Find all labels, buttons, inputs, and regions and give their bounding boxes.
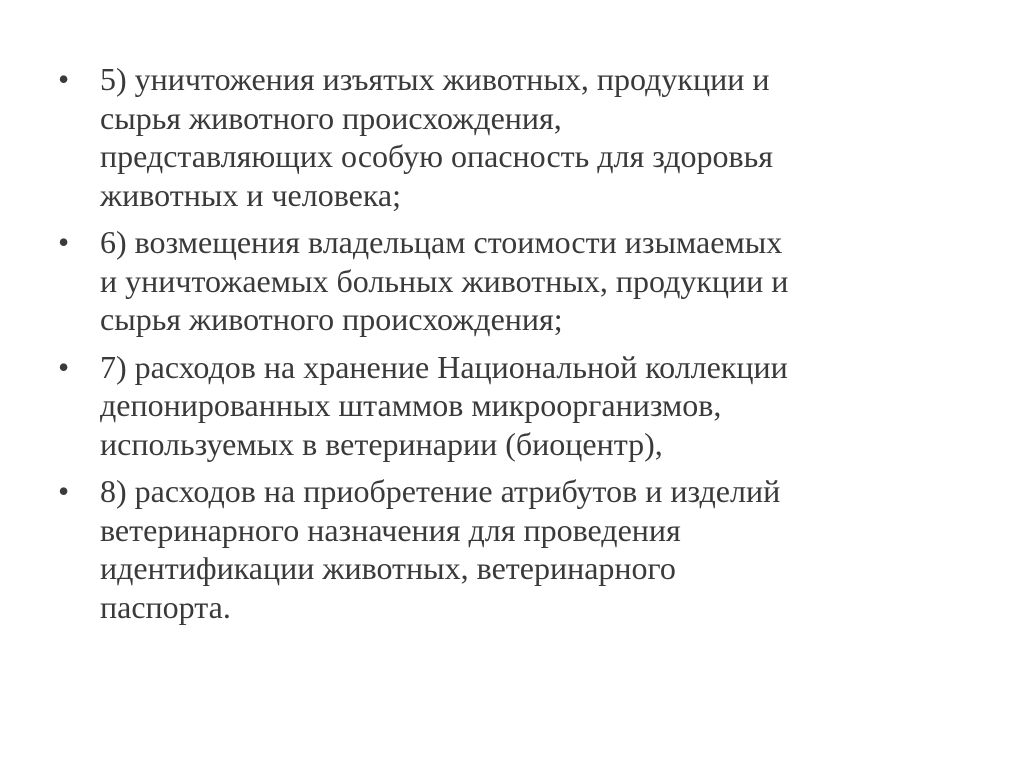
bullet-list (58, 60, 988, 635)
item-text-line: сырья животного происхождения; (100, 301, 563, 337)
item-text-line: 8) расходов на приобретение атрибутов и изделий (100, 473, 781, 509)
bullet-item-5 (58, 60, 988, 214)
item-text-line: и уничтожаемых больных животных, продукции и (100, 262, 789, 299)
item-text-line: сырья животного происхождения, (100, 99, 562, 136)
item-text-line: 5) уничтожения изъятых животных, продукции и (100, 61, 770, 97)
item-text-line: 7) расходов на хранение Национальной коллекции (100, 348, 788, 385)
bullet-dot: • (58, 224, 70, 260)
item-text-line: используемых в ветеринарии (биоцентр), (100, 425, 663, 462)
item-text-line: 6) возмещения владельцам стоимости изымаемых (100, 224, 783, 260)
item-text-line: депонированных штаммов микроорганизмов, (100, 387, 722, 423)
bullet-dot: • (58, 61, 70, 97)
bullet-item-6 (58, 223, 988, 339)
item-text-line: ветеринарного назначения для проведения (100, 511, 681, 548)
item-text-line: представляющих особую опасность для здоровья (100, 138, 773, 174)
bullet-item-7 (58, 348, 988, 464)
item-text-line: животных и человека; (100, 176, 401, 213)
bullet-dot: • (58, 473, 70, 509)
item-text-line: паспорта. (100, 588, 231, 625)
item-text-line: идентификации животных, ветеринарного (100, 550, 676, 586)
bullet-dot: • (58, 348, 70, 385)
bullet-item-8 (58, 472, 988, 626)
